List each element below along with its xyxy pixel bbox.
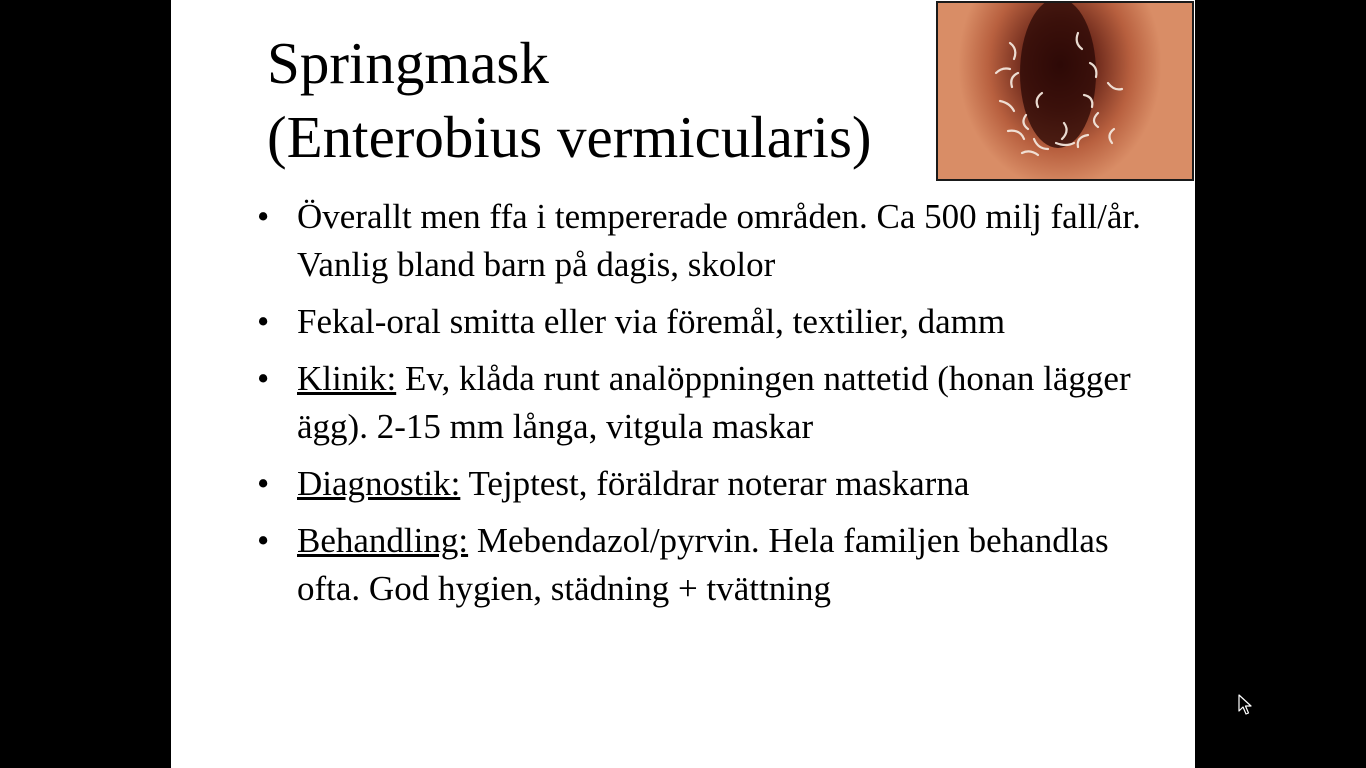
bullet-item-occurrence bbox=[257, 193, 1157, 289]
slide[interactable] bbox=[171, 0, 1195, 768]
slide-title bbox=[267, 26, 872, 174]
bullet-text: Tejptest, föräldrar noterar maskarna bbox=[460, 464, 970, 503]
bullet-item-clinic bbox=[257, 355, 1157, 451]
bullet-text: Mebendazol/pyrvin. Hela familjen behandlas ofta. God hygien, städning + tvättning bbox=[297, 521, 1109, 608]
slide-title-line-2: (Enterobius vermicularis) bbox=[267, 104, 872, 170]
pinworm-photo-illustration bbox=[938, 3, 1192, 179]
bullet-dot: • bbox=[257, 359, 270, 398]
bullet-dot: • bbox=[257, 521, 270, 560]
bullet-label: Klinik: bbox=[297, 359, 397, 398]
bullet-label: Diagnostik: bbox=[297, 464, 461, 503]
mouse-pointer-icon bbox=[1238, 694, 1252, 721]
bullet-item-transmission bbox=[257, 298, 1157, 346]
bullet-text: Fekal-oral smitta eller via föremål, textilier, damm bbox=[297, 302, 1006, 341]
bullet-dot: • bbox=[257, 197, 270, 236]
bullet-dot: • bbox=[257, 302, 270, 341]
bullet-list bbox=[257, 193, 1157, 622]
bullet-label: Behandling: bbox=[297, 521, 469, 560]
bullet-text: Överallt men ffa i tempererade områden. Ca 500 milj fall/år. Vanlig bland barn på dagis, skolor bbox=[297, 197, 1141, 284]
pinworm-photo bbox=[936, 1, 1194, 181]
bullet-item-diagnostics bbox=[257, 460, 1157, 508]
bullet-dot: • bbox=[257, 464, 270, 503]
slide-title-line-1: Springmask bbox=[267, 30, 549, 96]
bullet-item-treatment bbox=[257, 517, 1157, 613]
bullet-text: Ev, klåda runt analöppningen nattetid (honan lägger ägg). 2-15 mm långa, vitgula maskar bbox=[297, 359, 1131, 446]
